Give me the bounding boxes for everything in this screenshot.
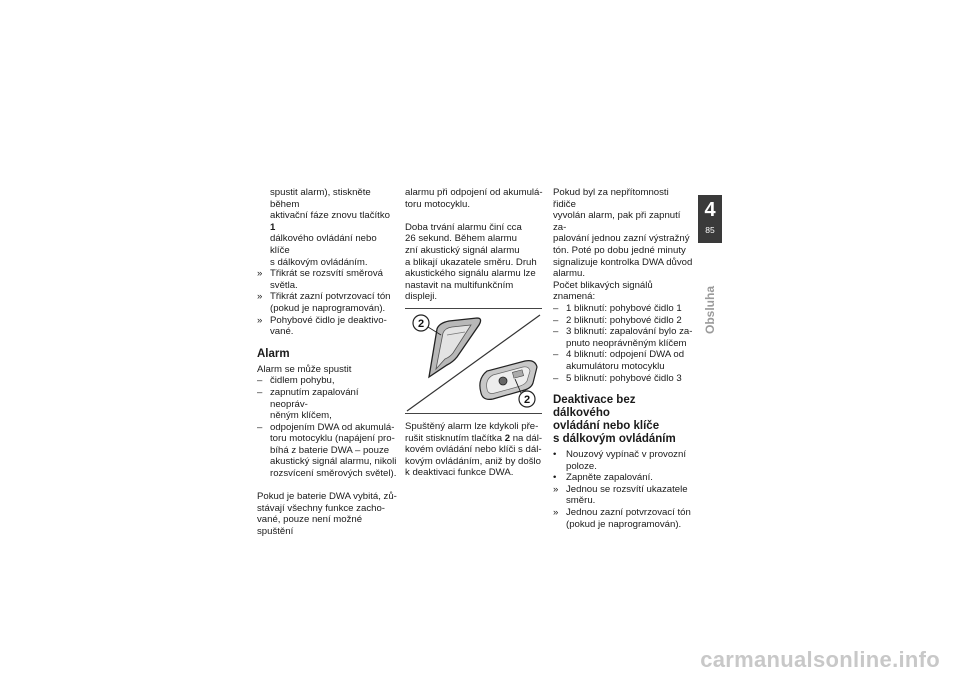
list-line: toru motocyklu (napájení pro- [270, 433, 395, 445]
list-line: Jednou zazní potvrzovací tón [566, 507, 691, 519]
list-line: 2 bliknutí: pohybové čidlo 2 [566, 314, 682, 326]
blink-list [553, 303, 693, 384]
list-line: Třikrát zazní potvrzovací tón [270, 291, 391, 303]
list-line: akustický signál alarmu, nikoli [270, 456, 397, 468]
alarm-cause-paragraph: Pokud byl za nepřítomnosti řidiče vyvolán alarm, pak při zapnutí za- palování jednou zazní výstražný tón. Poté po dobu jedné minuty signalizuje kontrolka DWA důvod alarmu. [553, 187, 693, 280]
interrupt-paragraph: Spuštěný alarm lze kdykoli pře- rušit stisknutím tlačítka 2 na dál- kovém ovládání nebo klíči s dál- kovým ovládáním, aniž by došlo k deaktivaci funkce DWA. [405, 420, 543, 479]
list-marker: » [257, 268, 263, 280]
list-marker: • [553, 472, 557, 484]
deactivation-step-item [553, 472, 693, 484]
list-line: 4 bliknutí: odpojení DWA od [566, 349, 685, 361]
blink-item [553, 373, 693, 385]
list-marker: • [553, 449, 557, 461]
alarm-cause-item [257, 375, 397, 387]
list-line: (pokud je naprogramován). [270, 302, 386, 314]
list-line: 3 bliknutí: zapalování bylo za- [566, 326, 693, 338]
list-marker: – [257, 375, 263, 387]
blink-item [553, 349, 693, 372]
list-marker: – [553, 314, 559, 326]
list-line: pnuto neoprávněným klíčem [566, 337, 687, 349]
alarm-heading: Alarm [257, 347, 290, 360]
callout-label-2-top: 2 [417, 317, 425, 330]
list-marker: » [553, 483, 559, 495]
list-line: Zapněte zapalování. [566, 472, 653, 484]
text-column-1 [257, 187, 397, 538]
continuation-paragraph: alarmu při odpojení od akumulá- toru motocyklu. [405, 187, 543, 210]
list-line: čidlem pohybu, [270, 375, 335, 387]
section-label: Obsluha [703, 285, 717, 335]
alarm-cause-item [257, 422, 397, 480]
list-marker: » [257, 291, 263, 303]
list-line: 5 bliknutí: pohybové čidlo 3 [566, 372, 682, 384]
key-remote-figure [405, 308, 542, 414]
list-line: odpojením DWA od akumulá- [270, 421, 395, 433]
callout-label-2-bottom: 2 [523, 393, 531, 406]
result-list [257, 268, 397, 338]
list-marker: – [257, 386, 263, 398]
list-line: směru. [566, 495, 596, 507]
alarm-intro: Alarm se může spustit [257, 363, 352, 375]
list-line: 1 bliknutí: pohybové čidlo 1 [566, 302, 682, 314]
list-marker: – [553, 349, 559, 361]
text-column-3 [553, 187, 693, 530]
chapter-tab [698, 195, 722, 243]
deactivation-heading: Deaktivace bez dálkového ovládání nebo klíče s dálkovým ovládáním [553, 394, 676, 446]
blink-item [553, 303, 693, 315]
list-marker: – [553, 302, 559, 314]
list-line: něným klíčem, [270, 410, 332, 422]
watermark: carmanualsonline.info [700, 647, 940, 672]
blink-item [553, 326, 693, 349]
alarm-causes-list [257, 375, 397, 479]
list-line: zapnutím zapalování neopráv- [270, 386, 359, 410]
alarm-cause-item [257, 387, 397, 422]
text-column-2 [405, 187, 545, 479]
result-item [257, 291, 397, 314]
deactivation-step-item [553, 484, 693, 507]
list-line: Nouzový vypínač v provozní [566, 449, 686, 461]
duration-paragraph: Doba trvání alarmu činí cca 26 sekund. Během alarmu zní akustický signál alarmu a blikají ukazatele směru. Druh akustického signálu alarmu lze nastavit na multifunkčním displeji. [405, 221, 537, 303]
intro-continuation: spustit alarm), stiskněte během aktivační fáze znovu tlačítko 1 dálkového ovládání nebo klíče s dálkovým ovládáním. [270, 187, 390, 268]
list-marker: – [553, 372, 559, 384]
list-marker: » [257, 314, 263, 326]
list-line: bíhá z baterie DWA – pouze [270, 444, 390, 456]
list-line: (pokud je naprogramován). [566, 518, 682, 530]
result-item [257, 268, 397, 291]
deactivation-step-item [553, 449, 693, 472]
chapter-number: 4 [704, 199, 716, 221]
list-line: Třikrát se rozsvítí směrová [270, 268, 384, 280]
list-line: Jednou se rozsvítí ukazatele [566, 483, 688, 495]
remote-key-icon [429, 318, 481, 377]
list-marker: » [553, 507, 559, 519]
list-line: poloze. [566, 460, 597, 472]
list-marker: – [257, 421, 263, 433]
blink-item [553, 315, 693, 327]
list-line: akumulátoru motocyklu [566, 360, 665, 372]
deactivation-steps [553, 449, 693, 530]
key-illustration [405, 309, 542, 413]
deactivation-step-item [553, 507, 693, 530]
list-line: světla. [270, 279, 298, 291]
battery-paragraph: Pokud je baterie DWA vybitá, zů- stávají všechny funkce zacho- vané, pouze není možné spuštění [257, 491, 397, 538]
list-line: Pohybové čidlo je deaktivo- [270, 314, 387, 326]
list-line: vané. [270, 326, 294, 338]
page-number: 85 [705, 225, 715, 235]
blink-count-intro: Počet blikavých signálů znamená: [553, 279, 653, 303]
list-line: rozsvícení směrových světel). [270, 468, 397, 480]
list-marker: – [553, 326, 559, 338]
result-item [257, 315, 397, 338]
